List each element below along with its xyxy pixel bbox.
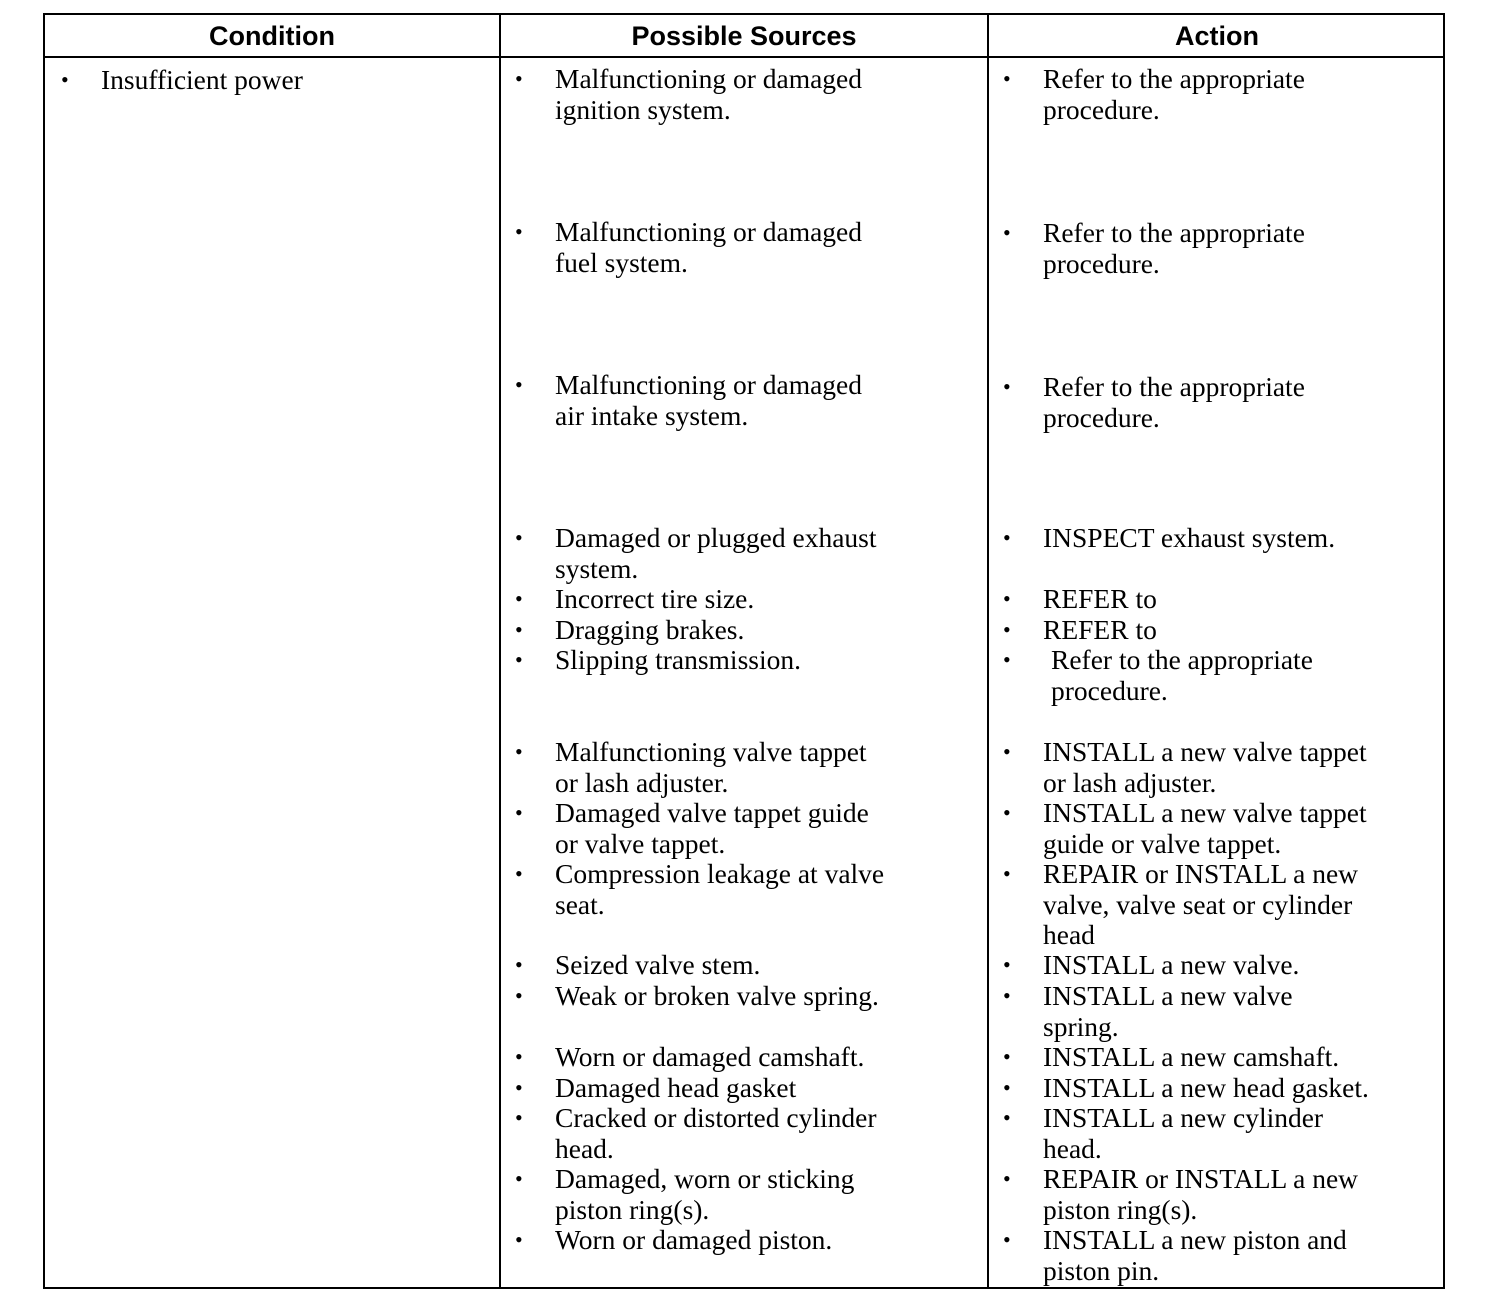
bullet: • <box>515 739 523 764</box>
action-text <box>1043 1225 1347 1286</box>
source-line: Seized valve stem. <box>555 949 761 980</box>
action-line: INSTALL a new valve <box>1043 980 1293 1011</box>
bullet: • <box>1003 1044 1011 1069</box>
bullet: • <box>1003 861 1011 886</box>
column-divider <box>987 15 989 1287</box>
action-line: INSTALL a new piston and <box>1043 1224 1347 1255</box>
action-text <box>1043 981 1293 1042</box>
header-action: Action <box>1175 21 1259 51</box>
action-line: INSPECT exhaust system. <box>1043 522 1336 553</box>
bullet: • <box>1003 800 1011 825</box>
source-text <box>555 981 879 1012</box>
source-text <box>555 1164 854 1225</box>
source-line: Malfunctioning or damaged <box>555 369 862 400</box>
action-line: valve, valve seat or cylinder <box>1043 888 1353 920</box>
source-line: piston ring(s). <box>555 1193 710 1225</box>
action-line: or lash adjuster. <box>1043 766 1217 798</box>
bullet: • <box>1003 1105 1011 1130</box>
bullet: • <box>61 67 69 92</box>
action-line: procedure. <box>1043 247 1160 279</box>
source-line: Compression leakage at valve <box>555 858 885 889</box>
source-text <box>555 584 754 615</box>
source-text <box>555 1042 864 1073</box>
source-line: system. <box>555 552 639 584</box>
source-text <box>555 798 869 859</box>
source-text <box>555 64 862 125</box>
action-line: REPAIR or INSTALL a new <box>1043 1163 1359 1194</box>
source-text <box>555 615 744 646</box>
action-text <box>1043 372 1305 433</box>
action-line: Refer to the appropriate <box>1043 63 1305 94</box>
action-line: head <box>1043 919 1095 950</box>
action-line: Refer to the appropriate <box>1043 217 1305 248</box>
source-text <box>555 217 862 278</box>
bullet: • <box>1003 739 1011 764</box>
bullet: • <box>1003 952 1011 977</box>
source-line: or valve tappet. <box>555 827 726 859</box>
action-text <box>1043 615 1157 646</box>
action-text <box>1043 950 1299 981</box>
source-line: Worn or damaged piston. <box>555 1224 833 1255</box>
action-line: piston pin. <box>1043 1254 1160 1286</box>
bullet: • <box>1003 983 1011 1008</box>
action-line: spring. <box>1043 1010 1119 1042</box>
bullet: • <box>515 525 523 550</box>
source-text <box>555 370 862 431</box>
action-text <box>1043 798 1367 859</box>
source-line: Incorrect tire size. <box>555 583 755 614</box>
header-condition: Condition <box>209 21 335 51</box>
source-line: Dragging brakes. <box>555 614 745 645</box>
source-line: Cracked or distorted cylinder <box>555 1102 877 1133</box>
action-text <box>1043 1073 1369 1104</box>
source-text <box>555 1073 796 1104</box>
bullet: • <box>515 1044 523 1069</box>
bullet: • <box>515 1166 523 1191</box>
action-line: REFER to <box>1043 583 1157 614</box>
source-line: Damaged head gasket <box>555 1072 797 1103</box>
bullet: • <box>515 1075 523 1100</box>
source-text <box>555 523 877 584</box>
bullet: • <box>1003 1075 1011 1100</box>
source-text <box>555 1103 877 1164</box>
action-line: INSTALL a new valve tappet <box>1043 797 1367 828</box>
action-line: head. <box>1043 1132 1102 1164</box>
bullet: • <box>1003 586 1011 611</box>
source-line: Damaged, worn or sticking <box>555 1163 855 1194</box>
action-line: procedure. <box>1043 401 1160 433</box>
source-line: Weak or broken valve spring. <box>555 980 879 1011</box>
source-line: Malfunctioning or damaged <box>555 63 862 94</box>
bullet: • <box>1003 66 1011 91</box>
action-text <box>1051 645 1313 706</box>
bullet: • <box>1003 220 1011 245</box>
source-line: fuel system. <box>555 246 688 278</box>
action-text <box>1043 1164 1358 1225</box>
source-line: head. <box>555 1132 614 1164</box>
bullet: • <box>515 1105 523 1130</box>
action-text <box>1043 1103 1323 1164</box>
bullet: • <box>515 219 523 244</box>
source-line: Malfunctioning or damaged <box>555 216 862 247</box>
action-text <box>1043 737 1367 798</box>
source-line: seat. <box>555 888 605 920</box>
action-line: Refer to the appropriate <box>1051 644 1313 675</box>
source-line: Slipping transmission. <box>555 644 801 675</box>
action-line: INSTALL a new camshaft. <box>1043 1041 1340 1072</box>
source-text <box>555 645 801 676</box>
action-line: Refer to the appropriate <box>1043 371 1305 402</box>
bullet: • <box>1003 525 1011 550</box>
bullet: • <box>1003 1227 1011 1252</box>
bullet: • <box>1003 647 1011 672</box>
action-text <box>1043 859 1358 951</box>
source-text <box>555 1225 832 1256</box>
action-line: REPAIR or INSTALL a new <box>1043 858 1359 889</box>
action-text <box>1043 584 1157 615</box>
action-line: INSTALL a new head gasket. <box>1043 1072 1369 1103</box>
bullet: • <box>1003 1166 1011 1191</box>
column-divider <box>499 15 501 1287</box>
action-text <box>1043 1042 1339 1073</box>
header-possible-sources: Possible Sources <box>631 21 857 51</box>
source-line: or lash adjuster. <box>555 766 729 798</box>
action-line: INSTALL a new cylinder <box>1043 1102 1324 1133</box>
bullet: • <box>515 586 523 611</box>
troubleshooting-table <box>43 13 1445 1289</box>
action-text <box>1043 523 1335 554</box>
source-line: air intake system. <box>555 399 749 431</box>
action-line: procedure. <box>1043 93 1160 125</box>
bullet: • <box>515 647 523 672</box>
action-text <box>1043 218 1305 279</box>
bullet: • <box>515 800 523 825</box>
bullet: • <box>515 983 523 1008</box>
action-line: INSTALL a new valve. <box>1043 949 1300 980</box>
condition-label: Insufficient power <box>101 64 303 95</box>
source-line: Worn or damaged camshaft. <box>555 1041 865 1072</box>
bullet: • <box>515 372 523 397</box>
source-line: Malfunctioning valve tappet <box>555 736 867 767</box>
action-line: guide or valve tappet. <box>1043 827 1282 859</box>
source-line: Damaged or plugged exhaust <box>555 522 877 553</box>
bullet: • <box>515 66 523 91</box>
source-line: Damaged valve tappet guide <box>555 797 869 828</box>
bullet: • <box>1003 617 1011 642</box>
action-text <box>1043 64 1305 125</box>
bullet: • <box>1003 374 1011 399</box>
action-line: REFER to <box>1043 614 1157 645</box>
action-line: piston ring(s). <box>1043 1193 1198 1225</box>
bullet: • <box>515 1227 523 1252</box>
action-line: procedure. <box>1051 674 1168 706</box>
source-text <box>555 859 884 920</box>
action-line: INSTALL a new valve tappet <box>1043 736 1367 767</box>
source-text <box>555 950 760 981</box>
bullet: • <box>515 617 523 642</box>
source-line: ignition system. <box>555 93 731 125</box>
bullet: • <box>515 861 523 886</box>
bullet: • <box>515 952 523 977</box>
source-text <box>555 737 867 798</box>
